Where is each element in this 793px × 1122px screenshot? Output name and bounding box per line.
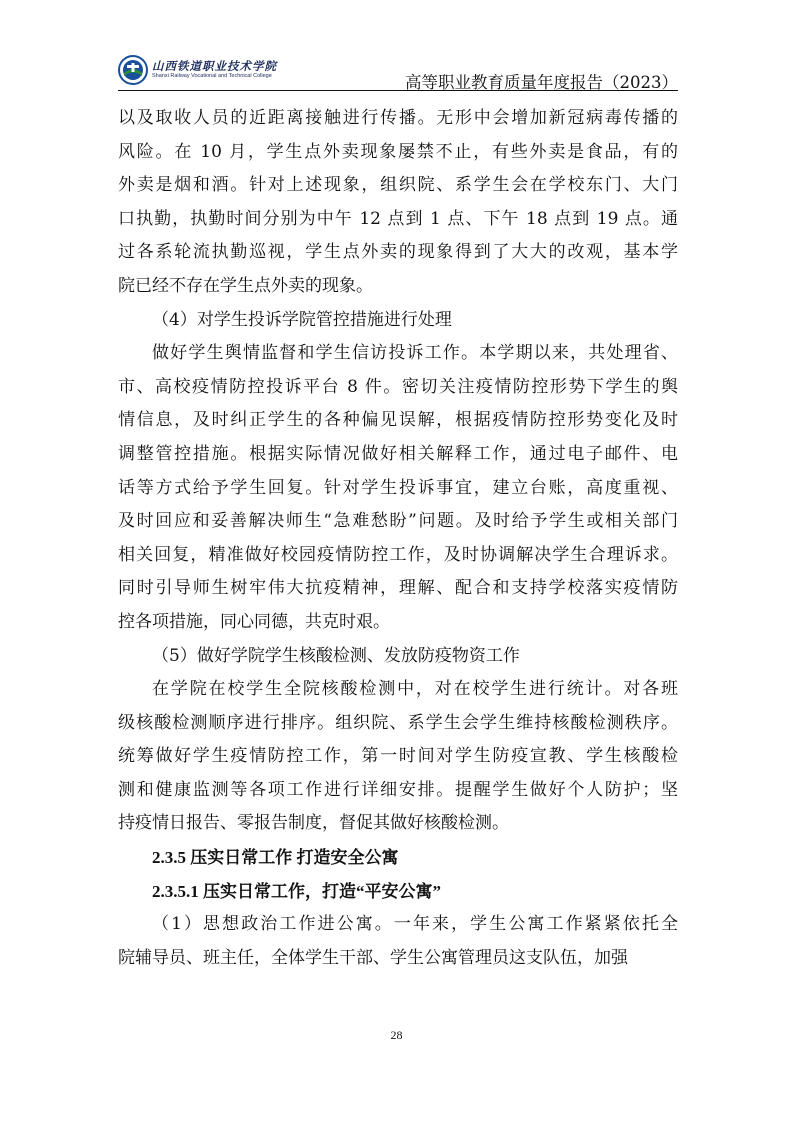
report-title: 高等职业教育质量年度报告（2023） bbox=[405, 73, 678, 92]
college-name-en: Shanxi Railway Vocational and Technical College bbox=[152, 73, 272, 79]
text-line: 做好学生舆情监督和学生信访投诉工作。本学期以来，共处理省、 bbox=[152, 343, 678, 364]
college-name-cn: 山西铁道职业技术学院 bbox=[152, 58, 277, 73]
text-line: 级核酸检测顺序进行排序。组织院、系学生会学生维持核酸检测秩序。 bbox=[118, 712, 678, 733]
college-emblem-icon bbox=[118, 55, 148, 85]
text-line: 院已经不存在学生点外卖的现象。 bbox=[118, 275, 373, 296]
text-line: 2.3.5 压实日常工作 打造安全公寓 bbox=[152, 848, 399, 868]
text-line: 控各项措施，同心同德，共克时艰。 bbox=[118, 611, 390, 632]
text-line: 情信息，及时纠正学生的各种偏见误解，根据疫情防控形势变化及时 bbox=[118, 410, 678, 431]
text-line: 外卖是烟和酒。针对上述现象，组织院、系学生会在学校东门、大门 bbox=[118, 175, 678, 196]
text-line: 测和健康监测等各项工作进行详细安排。提醒学生做好个人防护；坚 bbox=[118, 779, 678, 800]
header-divider bbox=[118, 90, 678, 91]
text-line: 统筹做好学生疫情防控工作，第一时间对学生防疫宣教、学生核酸检 bbox=[118, 746, 678, 767]
text-line: 在学院在校学生全院核酸检测中，对在校学生进行统计。对各班 bbox=[152, 679, 678, 700]
text-line: 风险。在 10 月，学生点外卖现象屡禁不止，有些外卖是食品，有的 bbox=[118, 141, 678, 162]
section-heading bbox=[118, 841, 678, 875]
text-line: 同时引导师生树牢伟大抗疫精神，理解、配合和支持学校落实疫情防 bbox=[118, 578, 678, 599]
page-header bbox=[118, 55, 678, 97]
text-line: 过各系轮流执勤巡视，学生点外卖的现象得到了大大的改观，基本学 bbox=[118, 242, 678, 263]
text-line: （4）对学生投诉学院管控措施进行处理 bbox=[152, 309, 452, 330]
text-line: 院辅导员、班主任，全体学生干部、学生公寓管理员这支队伍，加强 bbox=[118, 947, 628, 968]
text-line: 调整管控措施。根据实际情况做好相关解释工作，通过电子邮件、电 bbox=[118, 443, 678, 464]
page-number: 28 bbox=[390, 1028, 403, 1042]
subheading bbox=[118, 304, 678, 338]
text-line: 以及取收人员的近距离接触进行传播。无形中会增加新冠病毒传播的 bbox=[118, 108, 678, 128]
text-line: 话等方式给予学生回复。针对学生投诉事宜，建立台账，高度重视、 bbox=[118, 477, 678, 498]
paragraph bbox=[118, 908, 678, 975]
paragraph bbox=[118, 102, 678, 304]
text-line: 持疫情日报告、零报告制度，督促其做好核酸检测。 bbox=[118, 813, 509, 834]
document-body bbox=[118, 102, 678, 975]
paragraph bbox=[118, 673, 678, 841]
section-heading bbox=[118, 875, 678, 909]
text-line: 及时回应和妥善解决师生“急难愁盼”问题。及时给予学生或相关部门 bbox=[118, 511, 678, 532]
text-line: （1）思想政治工作进公寓。一年来，学生公寓工作紧紧依托全 bbox=[152, 914, 678, 935]
text-line: 相关回复，精准做好校园疫情防控工作，及时协调解决学生合理诉求。 bbox=[118, 544, 678, 565]
text-line: 2.3.5.1 压实日常工作，打造“平安公寓” bbox=[152, 881, 441, 901]
paragraph bbox=[118, 337, 678, 639]
text-line: 口执勤，执勤时间分别为中午 12 点到 1 点、下午 18 点到 19 点。通 bbox=[118, 208, 678, 229]
college-logo bbox=[118, 55, 277, 85]
text-line: （5）做好学院学生核酸检测、发放防疫物资工作 bbox=[152, 645, 520, 666]
text-line: 市、高校疫情防控投诉平台 8 件。密切关注疫情防控形势下学生的舆 bbox=[118, 376, 678, 397]
subheading bbox=[118, 640, 678, 674]
